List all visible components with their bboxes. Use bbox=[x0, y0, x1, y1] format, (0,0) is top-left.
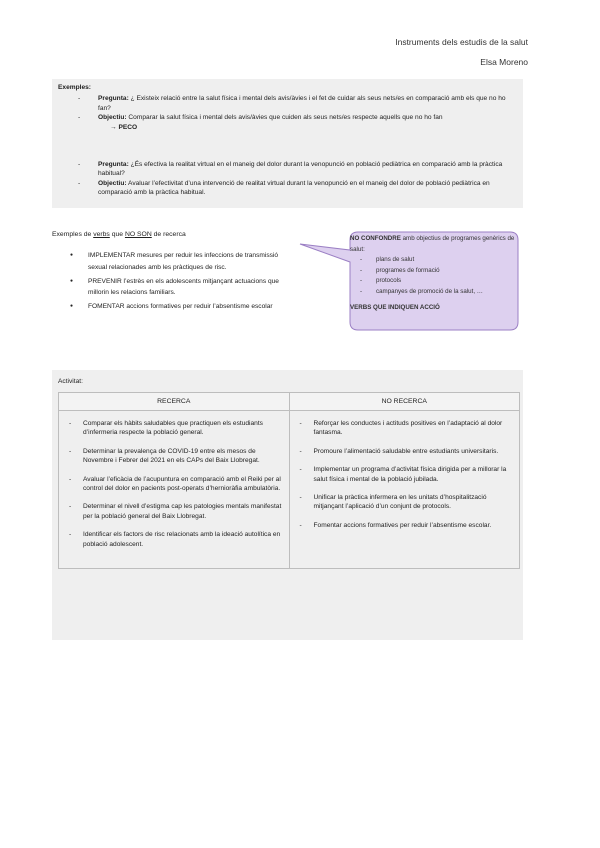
verb: IMPLEMENTAR bbox=[88, 252, 136, 259]
verbs-list bbox=[70, 250, 290, 315]
item-text: ¿ Existeix relació entre la salut física i mental dels avis/àvies i el fet de cuidar als seus nets/es en comparació amb els que no ho fan? bbox=[98, 95, 506, 112]
column-header-recerca: RECERCA bbox=[59, 393, 290, 411]
item-label: Pregunta: bbox=[98, 95, 129, 103]
examples-list bbox=[58, 160, 517, 198]
document-author: Elsa Moreno bbox=[480, 57, 528, 67]
callout-list bbox=[350, 255, 518, 297]
callout-footer: VERBS QUE INDIQUEN ACCIÓ bbox=[350, 304, 440, 311]
item-label: Objectiu: bbox=[98, 179, 127, 187]
list-item: - Determinar el nivell d’estigma cap les patologies mentals manifestat per la població general del Baix Llobregat. bbox=[65, 502, 283, 521]
verb-text: accions formatives per reduir l’absentisme escolar bbox=[124, 303, 273, 311]
callout-heading-rest: amb objectius de programes genèrics de salut: bbox=[350, 235, 515, 253]
list-item: - programes de formació bbox=[360, 266, 518, 277]
list-item: - campanyes de promoció de la salut, … bbox=[360, 287, 518, 298]
list-item bbox=[74, 179, 517, 198]
callout-text bbox=[350, 234, 518, 314]
verbs-heading-verbs: verbs bbox=[93, 231, 110, 238]
list-item bbox=[70, 250, 290, 274]
verbs-heading-noson: NO SON bbox=[124, 231, 152, 238]
list-item: - Comparar els hàbits saludables que practiquen els estudiants d’infermeria respecte la població general. bbox=[65, 419, 283, 438]
list-item: - Identificar els factors de risc relacionats amb la ideació autolítica en població adolescent. bbox=[65, 530, 283, 549]
item-text: Avaluar l’efectivitat d’una intervenció de realitat virtual durant la venopunció en el maneig del dolor de població pediàtrica en comparació amb la pràctica habitual. bbox=[98, 179, 490, 197]
list-item bbox=[70, 276, 290, 300]
item-text: Comparar la salut física i mental dels avis/àvies que cuiden als seus nets/es respecte aquells que no ho fan bbox=[128, 114, 443, 122]
list-item bbox=[74, 113, 517, 122]
activity-box bbox=[52, 370, 523, 640]
verb-text: mesures per reduir les infeccions de transmissió sexual relacionades amb les pràctiques de risc. bbox=[88, 252, 279, 271]
verbs-heading bbox=[52, 231, 186, 238]
list-item: - plans de salut bbox=[360, 255, 518, 266]
item-text: ¿És efectiva la realitat virtual en el maneig del dolor durant la venopunció en població pediàtrica en comparació amb la pràctica habitual? bbox=[98, 161, 503, 178]
callout-heading-bold: NO CONFONDRE bbox=[350, 235, 401, 242]
recerca-cell bbox=[59, 411, 290, 569]
callout-bubble bbox=[296, 228, 522, 334]
no-recerca-cell bbox=[289, 411, 520, 569]
verbs-heading-mid: que bbox=[109, 231, 125, 238]
list-item bbox=[74, 94, 517, 113]
list-item: - Fomentar accions formatives per reduir l’absentisme escolar. bbox=[296, 521, 514, 530]
list-item bbox=[74, 160, 517, 179]
activity-title: Activitat: bbox=[58, 378, 83, 385]
examples-title: Exemples: bbox=[58, 84, 91, 91]
document-title: Instruments dels estudis de la salut bbox=[395, 37, 528, 47]
arrow-icon: → bbox=[110, 123, 117, 131]
verbs-heading-post: de recerca bbox=[151, 231, 186, 238]
column-header-no-recerca: NO RECERCA bbox=[289, 393, 520, 411]
peco-label: PECO bbox=[118, 123, 138, 131]
list-item bbox=[70, 301, 290, 313]
list-item: - Reforçar les conductes i actituds positives en l’adaptació al dolor fantasma. bbox=[296, 419, 514, 438]
list-item: - Implementar un programa d’activitat física dirigida per a millorar la salut física i mental de la població jubilada. bbox=[296, 465, 514, 484]
item-label: Pregunta: bbox=[98, 161, 129, 169]
verbs-heading-pre: Exemples de bbox=[52, 231, 94, 238]
peco-line bbox=[74, 123, 517, 132]
list-item: - Determinar la prevalença de COVID-19 entre els mesos de Novembre i Febrer del 2021 en els CAPs del Baix Llobregat. bbox=[65, 447, 283, 466]
verb-text: l’estrès en els adolescents mitjançant actuacions que millorin les relacions familiars. bbox=[88, 277, 279, 297]
examples-box bbox=[52, 79, 523, 208]
examples-list bbox=[58, 94, 517, 122]
verb: PREVENIR bbox=[88, 277, 122, 285]
callout-heading bbox=[350, 234, 518, 255]
list-item: - protocols bbox=[360, 276, 518, 287]
item-label: Objectiu: bbox=[98, 114, 127, 122]
activity-table bbox=[58, 392, 520, 569]
list-item: - Unificar la pràctica infermera en les unitats d’hospitalització mitjançant l’aplicació d’un conjunt de protocols. bbox=[296, 493, 514, 512]
verb: FOMENTAR bbox=[88, 303, 125, 311]
list-item: - Avaluar l’eficàcia de l’acupuntura en comparació amb el Reiki per al control del dolor en pacients post-operats d’hernioràfia ambulatòria. bbox=[65, 475, 283, 494]
list-item: - Promoure l’alimentació saludable entre estudiants universitaris. bbox=[296, 447, 514, 456]
